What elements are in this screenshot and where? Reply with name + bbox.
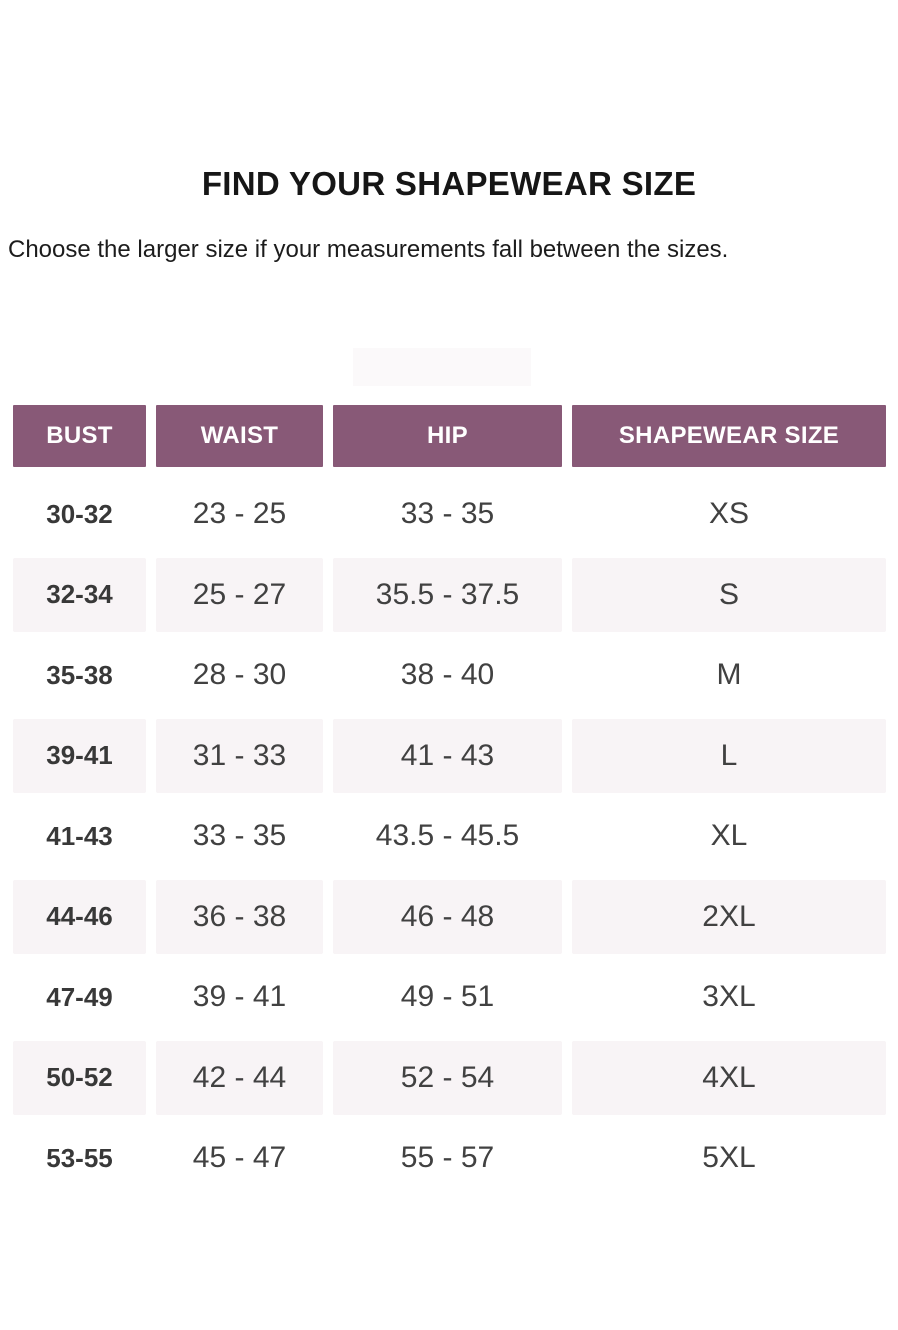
cell-size: S (572, 558, 886, 633)
cell-bust: 30-32 (46, 498, 113, 529)
cell-hip: 46 - 48 (333, 880, 562, 955)
table-row (13, 796, 886, 877)
table-row (13, 1118, 886, 1199)
cell-bust: 32-34 (13, 558, 146, 633)
page-subtitle: Choose the larger size if your measurements fall between the sizes. (8, 236, 729, 263)
cell-waist: 33 - 35 (192, 819, 287, 853)
table-row (13, 555, 886, 636)
cell-hip: 49 - 51 (400, 980, 495, 1014)
cell-waist: 36 - 38 (156, 880, 323, 955)
cell-bust: 39-41 (13, 719, 146, 794)
cell-hip: 33 - 35 (400, 497, 495, 531)
cell-waist: 23 - 25 (192, 497, 287, 531)
table-header-row (13, 405, 886, 467)
table-body (13, 474, 886, 1199)
cell-bust: 53-55 (46, 1142, 113, 1173)
cell-size: XL (710, 819, 748, 853)
cell-hip: 52 - 54 (333, 1041, 562, 1116)
cell-size: 4XL (572, 1041, 886, 1116)
cell-waist: 28 - 30 (192, 658, 287, 692)
cell-bust: 35-38 (46, 659, 113, 690)
cell-size: 3XL (702, 980, 756, 1014)
table-row (13, 957, 886, 1038)
cell-waist: 31 - 33 (156, 719, 323, 794)
cell-bust: 41-43 (46, 820, 113, 851)
cell-hip: 43.5 - 45.5 (375, 819, 520, 853)
cell-hip: 41 - 43 (333, 719, 562, 794)
cell-bust: 44-46 (13, 880, 146, 955)
cell-hip: 55 - 57 (400, 1141, 495, 1175)
cell-bust: 47-49 (46, 981, 113, 1012)
page-title: FIND YOUR SHAPEWEAR SIZE (201, 165, 697, 202)
cell-hip: 35.5 - 37.5 (333, 558, 562, 633)
cell-waist: 25 - 27 (156, 558, 323, 633)
cell-size: XS (708, 497, 750, 531)
cell-waist: 39 - 41 (192, 980, 287, 1014)
table-row (13, 635, 886, 716)
column-header-bust: BUST (13, 405, 146, 467)
cell-waist: 42 - 44 (156, 1041, 323, 1116)
column-header-hip: HIP (333, 405, 562, 467)
table-row (13, 877, 886, 958)
faint-highlight-patch (353, 348, 531, 386)
cell-size: 2XL (572, 880, 886, 955)
table-row (13, 474, 886, 555)
cell-waist: 45 - 47 (192, 1141, 287, 1175)
column-header-shapewear-size: SHAPEWEAR SIZE (572, 405, 886, 467)
cell-hip: 38 - 40 (400, 658, 495, 692)
cell-bust: 50-52 (13, 1041, 146, 1116)
column-header-waist: WAIST (156, 405, 323, 467)
cell-size: 5XL (702, 1141, 756, 1175)
cell-size: L (572, 719, 886, 794)
table-row (13, 1038, 886, 1119)
size-chart-table (13, 405, 886, 1199)
cell-size: M (716, 658, 742, 692)
table-row (13, 716, 886, 797)
